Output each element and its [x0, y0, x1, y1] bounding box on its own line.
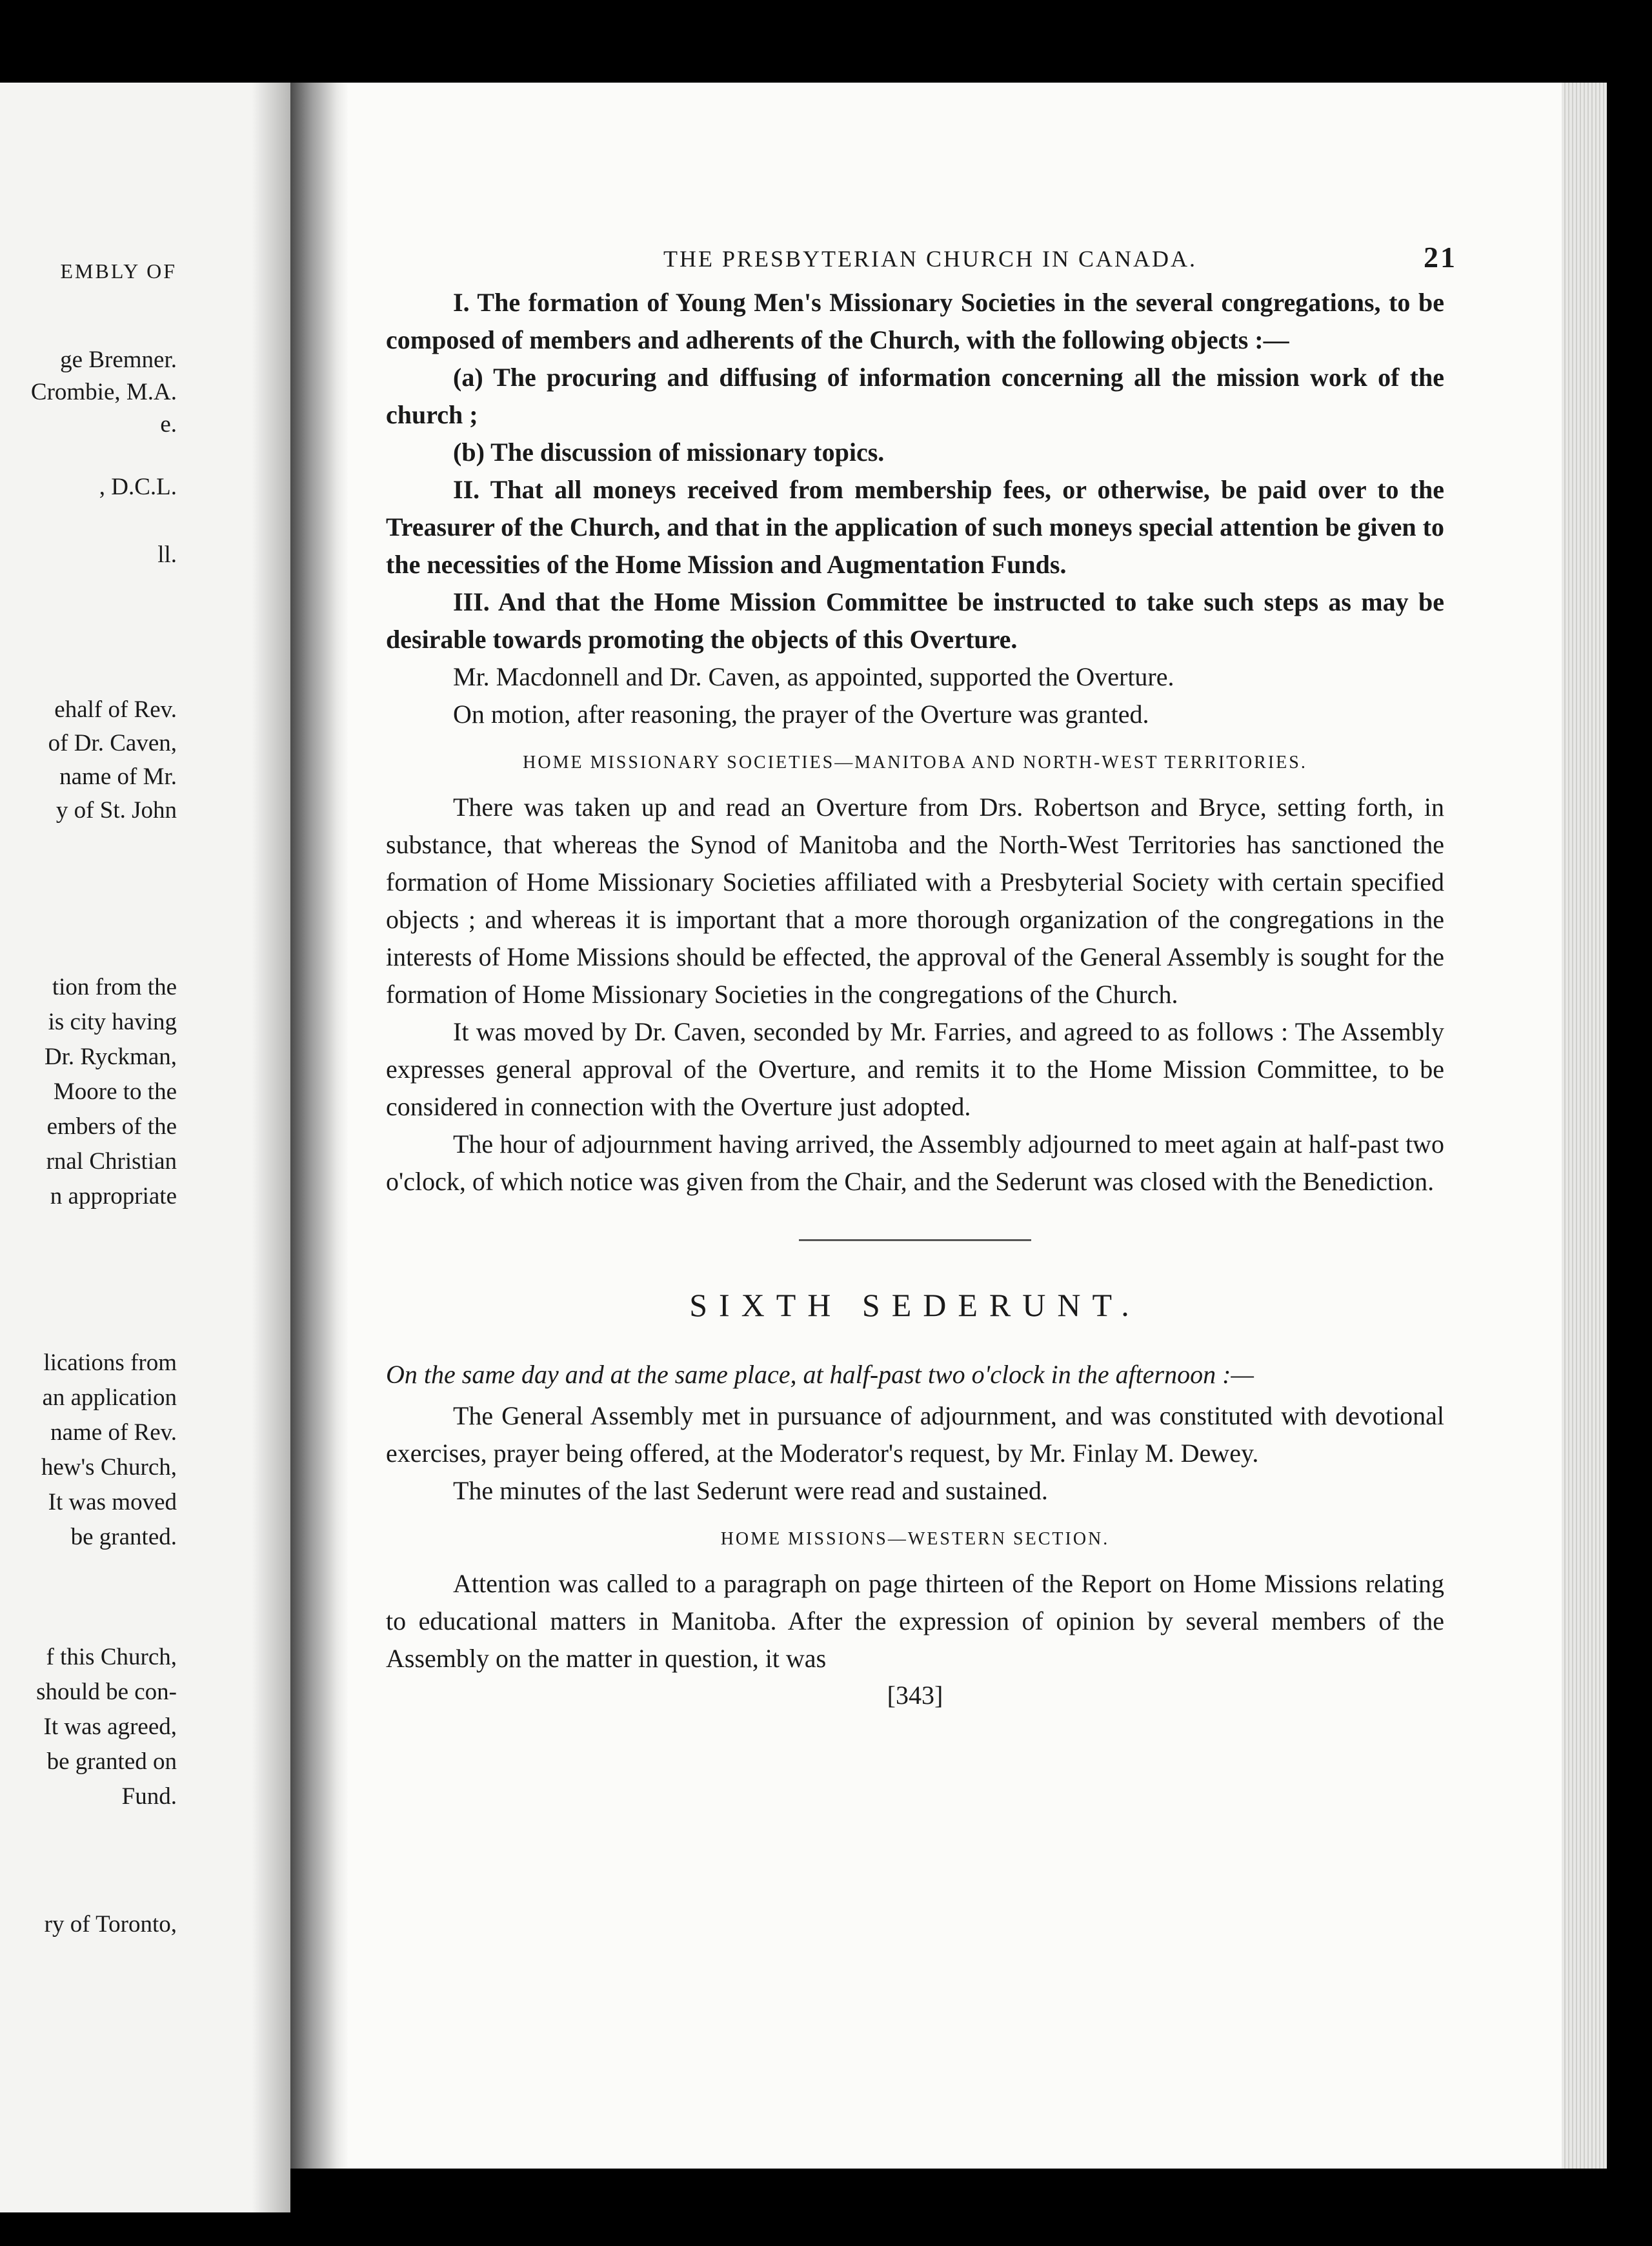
western-paragraph-1: Attention was called to a paragraph on page thirteen of the Report on Home Missions relating to educational matters in Manitoba. After the expression of opinion by several members of the Assembly on the matter in question, it was	[386, 1569, 1444, 1673]
left-line: of Dr. Caven,	[48, 730, 177, 756]
sederunt-title: SIXTH SEDERUNT.	[689, 1287, 1141, 1323]
left-line: e.	[160, 411, 177, 438]
left-line: be granted.	[70, 1524, 177, 1550]
left-line: Fund.	[121, 1783, 177, 1810]
left-page-fragment	[0, 83, 290, 2212]
left-line: ehalf of Rev.	[54, 696, 177, 723]
left-line: tion from the	[52, 974, 177, 1000]
clause-a: (a) The procuring and diffusing of information concerning all the mission work of the church ;	[386, 363, 1444, 429]
manitoba-paragraph-3: The hour of adjournment having arrived, the Assembly adjourned to meet again at half-past two o'clock, of which notice was given from the Chair, and the Sederunt was closed with the Benediction.	[386, 1129, 1444, 1196]
left-line: name of Mr.	[59, 764, 177, 790]
section-heading-western: HOME MISSIONS—WESTERN SECTION.	[720, 1529, 1110, 1549]
clause-1: I. The formation of Young Men's Missionary Societies in the several congregations, to be composed of members and adherents of the Church, with the following objects :—	[386, 288, 1444, 354]
left-line: lications from	[43, 1350, 177, 1376]
left-line: be granted on	[46, 1748, 177, 1775]
left-line: f this Church,	[46, 1644, 177, 1670]
section-divider	[799, 1239, 1031, 1241]
left-line: embers of the	[46, 1113, 177, 1140]
left-line: ll.	[157, 541, 177, 568]
left-line: Dr. Ryckman,	[44, 1044, 177, 1070]
left-line: y of St. John	[55, 797, 177, 824]
left-line: Crombie, M.A.	[30, 379, 177, 405]
granted-paragraph: On motion, after reasoning, the prayer of the Overture was granted.	[453, 700, 1149, 729]
left-line: , D.C.L.	[99, 474, 177, 500]
left-line: EMBLY OF	[60, 259, 177, 283]
clause-b: (b) The discussion of missionary topics.	[453, 438, 885, 467]
running-head	[386, 241, 1457, 284]
clause-2: II. That all moneys received from membership fees, or otherwise, be paid over to the Treasurer of the Church, and that in the application of such moneys special attention be given to the necessities of the Home Mission and Augmentation Funds.	[386, 475, 1444, 579]
book-gutter	[290, 83, 348, 2169]
left-line: should be con-	[36, 1679, 177, 1705]
left-line: ge Bremner.	[60, 347, 177, 373]
page-number: 21	[1424, 241, 1457, 274]
footer-bracket-number: [343]	[887, 1681, 943, 1710]
overture-clauses	[386, 284, 1444, 658]
support-paragraph: Mr. Macdonnell and Dr. Caven, as appointed, supported the Overture.	[453, 662, 1174, 691]
section-heading-manitoba: HOME MISSIONARY SOCIETIES—MANITOBA AND NORTH-WEST TERRITORIES.	[523, 753, 1307, 773]
manitoba-paragraph-2: It was moved by Dr. Caven, seconded by Mr. Farries, and agreed to as follows : The Assembly expresses general approval of the Overture, and remits it to the Home Mission Committee, to be considered in connection with the Overture just adopted.	[386, 1017, 1444, 1121]
left-line: n appropriate	[50, 1183, 177, 1209]
clause-3: III. And that the Home Mission Committee be instructed to take such steps as may be desirable towards promoting the objects of this Overture.	[386, 587, 1444, 654]
left-line: rnal Christian	[46, 1148, 177, 1175]
left-line: is city having	[48, 1009, 177, 1035]
sederunt-paragraph-2: The minutes of the last Sederunt were read and sustained.	[453, 1476, 1048, 1505]
running-title: THE PRESBYTERIAN CHURCH IN CANADA.	[663, 246, 1198, 272]
page-content	[386, 241, 1457, 1710]
left-line: Moore to the	[53, 1078, 177, 1105]
left-line: ry of Toronto,	[44, 1911, 177, 1937]
left-line: It was moved	[48, 1489, 177, 1515]
left-line: It was agreed,	[43, 1714, 177, 1740]
sederunt-paragraph-1: The General Assembly met in pursuance of adjournment, and was constituted with devotional exercises, prayer being offered, at the Moderator's request, by Mr. Finlay M. Dewey.	[386, 1401, 1444, 1468]
left-page-shadow	[252, 83, 290, 2212]
left-line: hew's Church,	[41, 1454, 177, 1481]
page-edge	[1562, 83, 1607, 2169]
manitoba-paragraph-1: There was taken up and read an Overture from Drs. Robertson and Bryce, setting forth, in substance, that whereas the Synod of Manitoba and the North-West Territories has sanctioned the formation of Home Missionary Societies affiliated with a Presbyterial Society with certain specified objects ; and whereas it is important that a more thorough organization of the congregations in the interests of Home Missions should be effected, the approval of the General Assembly is sought for the formation of Home Missionary Societies in the congregations of the Church.	[386, 793, 1444, 1009]
left-line: name of Rev.	[50, 1419, 177, 1446]
sederunt-intro: On the same day and at the same place, at half-past two o'clock in the afternoon :—	[386, 1360, 1254, 1389]
left-line: an application	[42, 1384, 177, 1411]
